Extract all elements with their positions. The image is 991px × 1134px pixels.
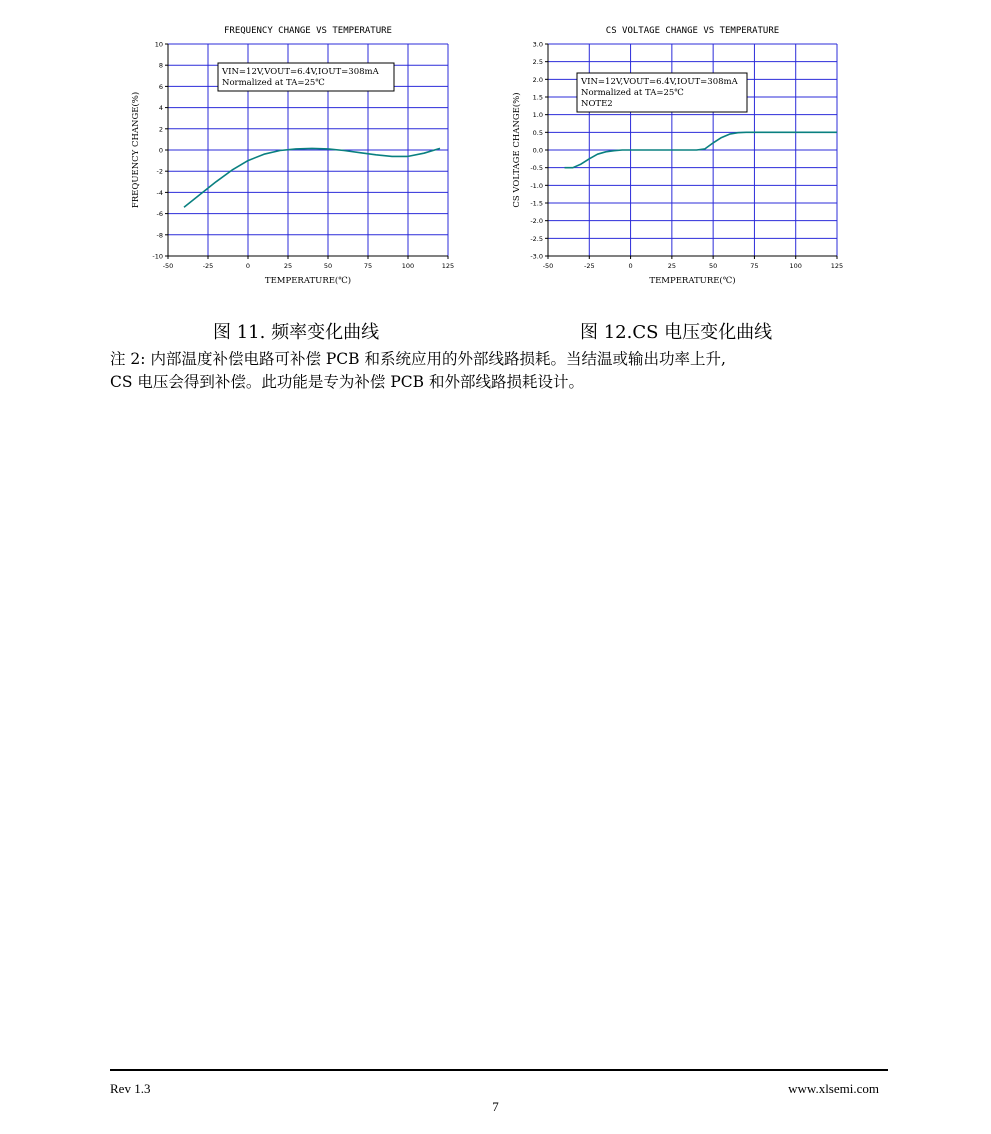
y-tick-label: -2 [156,167,163,176]
x-tick-label: 0 [245,262,251,270]
frequency-chart-svg [120,20,470,295]
y-tick-label: 2 [158,125,163,134]
y-tick-label: -2.0 [530,217,543,226]
note-paragraph [110,348,900,394]
x-axis-label: TEMPERATURE(℃) [264,276,352,286]
cs-voltage-chart [505,20,855,295]
x-tick-label: 125 [830,262,844,270]
y-tick-label: -2.5 [530,234,543,243]
data-series-line [184,148,440,207]
annotation-text: NOTE2 [581,99,613,109]
x-tick-label: 100 [789,262,802,270]
x-tick-label: 100 [401,262,415,270]
footer-divider [110,1069,888,1071]
y-tick-label: -0.5 [530,164,543,173]
y-tick-label: 0.5 [532,128,543,137]
x-tick-label: -25 [583,262,595,270]
y-tick-label: -10 [152,252,163,261]
y-tick-label: 10 [154,40,163,49]
cs-voltage-chart-svg [505,20,855,295]
x-tick-label: 50 [323,262,333,270]
x-tick-label: -25 [202,262,214,270]
figure-11-caption: 图 11. 频率变化曲线 [213,322,380,343]
footer-revision: Rev 1.3 [110,1081,151,1096]
chart-title: CS VOLTAGE CHANGE VS TEMPERATURE [605,26,780,36]
annotation-text: VIN=12V,VOUT=6.4V,IOUT=308mA [222,67,379,77]
page-number: 7 [492,1099,499,1114]
y-tick-label: 2.0 [532,75,543,84]
figure-12-caption: 图 12.CS 电压变化曲线 [580,322,773,343]
x-tick-label: 75 [363,262,373,270]
footer-website: www.xlsemi.com [788,1081,879,1096]
y-tick-label: 3.0 [532,40,543,49]
y-tick-label: -8 [156,231,163,240]
x-tick-label: -50 [542,262,554,270]
annotation-text: Normalized at TA=25℃ [222,78,325,88]
annotation-text: Normalized at TA=25℃ [581,88,684,98]
y-axis-label: CS VOLTAGE CHANGE(%) [512,92,522,208]
x-tick-label: 25 [283,262,293,270]
x-tick-label: 50 [709,262,718,270]
x-axis-label: TEMPERATURE(℃) [649,276,736,286]
y-axis-label: FREQUENCY CHANGE(%) [131,91,141,209]
x-tick-label: 125 [441,262,455,270]
y-tick-label: -1.5 [530,199,543,208]
y-tick-label: 4 [158,104,163,113]
note-line-2: CS 电压会得到补偿。此功能是专为补偿 PCB 和外部线路损耗设计。 [110,373,584,391]
y-tick-label: -3.0 [530,252,543,261]
x-tick-label: 25 [667,262,676,270]
y-tick-label: 1.5 [532,93,543,102]
y-tick-label: 0 [158,146,163,155]
y-tick-label: 0.0 [532,146,543,155]
y-tick-label: 1.0 [532,111,543,120]
note-line-1: 注 2: 内部温度补偿电路可补偿 PCB 和系统应用的外部线路损耗。当结温或输出功率上升, [110,350,726,368]
x-tick-label: 0 [628,262,633,270]
y-tick-label: -4 [156,188,163,197]
frequency-chart [120,20,470,295]
chart-title: FREQUENCY CHANGE VS TEMPERATURE [224,26,392,36]
y-tick-label: -1.0 [530,181,543,190]
y-tick-label: -6 [156,210,163,219]
y-tick-label: 6 [158,82,163,91]
x-tick-label: 75 [750,262,759,270]
annotation-text: VIN=12V,VOUT=6.4V,IOUT=308mA [581,77,738,87]
y-tick-label: 2.5 [532,58,543,67]
x-tick-label: -50 [162,262,174,270]
y-tick-label: 8 [158,61,163,70]
